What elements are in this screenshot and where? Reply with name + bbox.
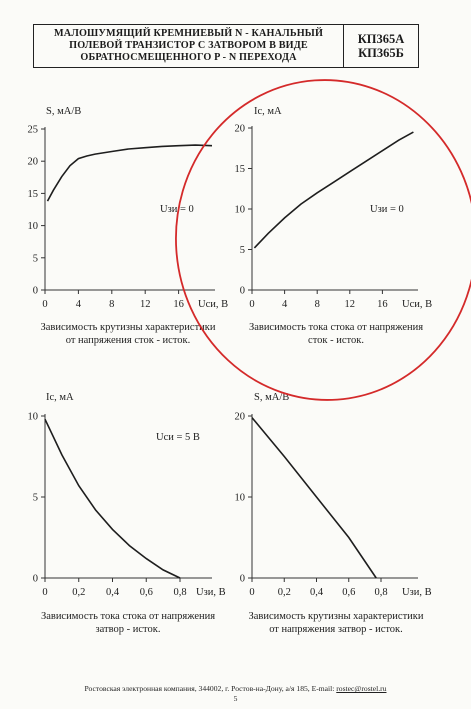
chart-caption: сток - исток. xyxy=(308,335,364,346)
y-tick-label: 10 xyxy=(234,492,245,504)
y-axis-label: S, мА/В xyxy=(254,392,290,403)
x-tick-label: 0,6 xyxy=(139,587,153,598)
page-footer xyxy=(0,684,471,704)
footer-email[interactable]: rostec@rostel.ru xyxy=(336,684,387,693)
series-line xyxy=(254,132,413,248)
title-line: ПОЛЕВОЙ ТРАНЗИСТОР С ЗАТВОРОМ В ВИДЕ xyxy=(69,40,308,51)
condition-annotation: Uси = 5 В xyxy=(156,432,200,443)
chart-caption: от напряжения затвор - исток. xyxy=(269,624,403,635)
chart-caption: Зависимость тока стока от напряжения xyxy=(40,611,216,622)
x-axis-label: Uзи, В xyxy=(402,587,432,598)
x-tick-label: 0 xyxy=(249,299,255,310)
series-line xyxy=(45,419,180,578)
y-axis-label: Iс, мА xyxy=(254,106,282,117)
y-tick-label: 20 xyxy=(234,411,245,423)
y-tick-label: 0 xyxy=(32,573,38,585)
x-axis-label: Uси, В xyxy=(198,299,229,310)
condition-annotation: Uзи = 0 xyxy=(160,204,194,215)
footer-line xyxy=(0,684,471,694)
y-tick-label: 10 xyxy=(27,411,38,423)
page-number: 5 xyxy=(233,694,238,703)
part-number: КП365А xyxy=(357,32,405,46)
y-tick-label: 5 xyxy=(32,253,38,265)
y-tick-label: 0 xyxy=(239,573,245,585)
y-tick-label: 20 xyxy=(27,156,38,168)
part-number: КП365Б xyxy=(358,46,404,60)
x-tick-label: 0,4 xyxy=(105,587,120,598)
x-tick-label: 0,8 xyxy=(374,587,388,598)
y-tick-label: 10 xyxy=(234,204,245,216)
chart-caption: Зависимость крутизны характеристики xyxy=(40,322,216,333)
x-tick-label: 0 xyxy=(42,299,48,310)
x-axis-label: Uси, В xyxy=(402,299,433,310)
x-tick-label: 0,6 xyxy=(342,587,356,598)
x-tick-label: 0 xyxy=(42,587,48,598)
y-tick-label: 20 xyxy=(234,123,245,135)
title-line: МАЛОШУМЯЩИЙ КРЕМНИЕВЫЙ N - КАНАЛЬНЫЙ xyxy=(53,28,324,39)
x-tick-label: 16 xyxy=(377,299,388,310)
x-tick-label: 0 xyxy=(249,587,255,598)
y-tick-label: 15 xyxy=(27,188,38,200)
chart-caption: Зависимость тока стока от напряжения xyxy=(248,322,424,333)
x-tick-label: 8 xyxy=(109,299,115,310)
x-tick-label: 0,8 xyxy=(173,587,187,598)
x-tick-label: 12 xyxy=(344,299,356,310)
footer-address: Ростовская электронная компания, 344002, г. Ростов-на-Дону, а/я 185, E-mail: xyxy=(84,684,337,693)
series-line xyxy=(48,145,213,201)
x-tick-label: 16 xyxy=(173,299,184,310)
y-tick-label: 15 xyxy=(234,164,245,175)
y-tick-label: 10 xyxy=(27,221,38,233)
condition-annotation: Uзи = 0 xyxy=(370,204,404,215)
x-tick-label: 4 xyxy=(75,299,82,310)
chart-caption: Зависимость крутизны характеристики xyxy=(248,611,424,622)
x-tick-label: 0,2 xyxy=(72,587,86,598)
y-axis-label: S, мА/В xyxy=(46,106,82,117)
x-tick-label: 0,4 xyxy=(309,587,324,598)
y-tick-label: 0 xyxy=(239,285,245,297)
y-tick-label: 25 xyxy=(27,124,38,136)
y-tick-label: 0 xyxy=(32,285,38,297)
title-line: ОБРАТНОСМЕЩЕННОГО P - N ПЕРЕХОДА xyxy=(80,52,297,63)
series-line xyxy=(252,418,376,578)
x-tick-label: 4 xyxy=(281,299,288,310)
highlight-circle xyxy=(165,70,471,410)
y-axis-label: Iс, мА xyxy=(46,392,74,403)
chart-caption: затвор - исток. xyxy=(95,624,161,635)
x-tick-label: 12 xyxy=(139,299,151,310)
y-tick-label: 5 xyxy=(32,492,38,504)
x-tick-label: 8 xyxy=(314,299,320,310)
chart-caption: от напряжения сток - исток. xyxy=(65,335,191,346)
y-tick-label: 5 xyxy=(239,245,245,256)
x-tick-label: 0,2 xyxy=(277,587,291,598)
x-axis-label: Uзи, В xyxy=(196,587,226,598)
